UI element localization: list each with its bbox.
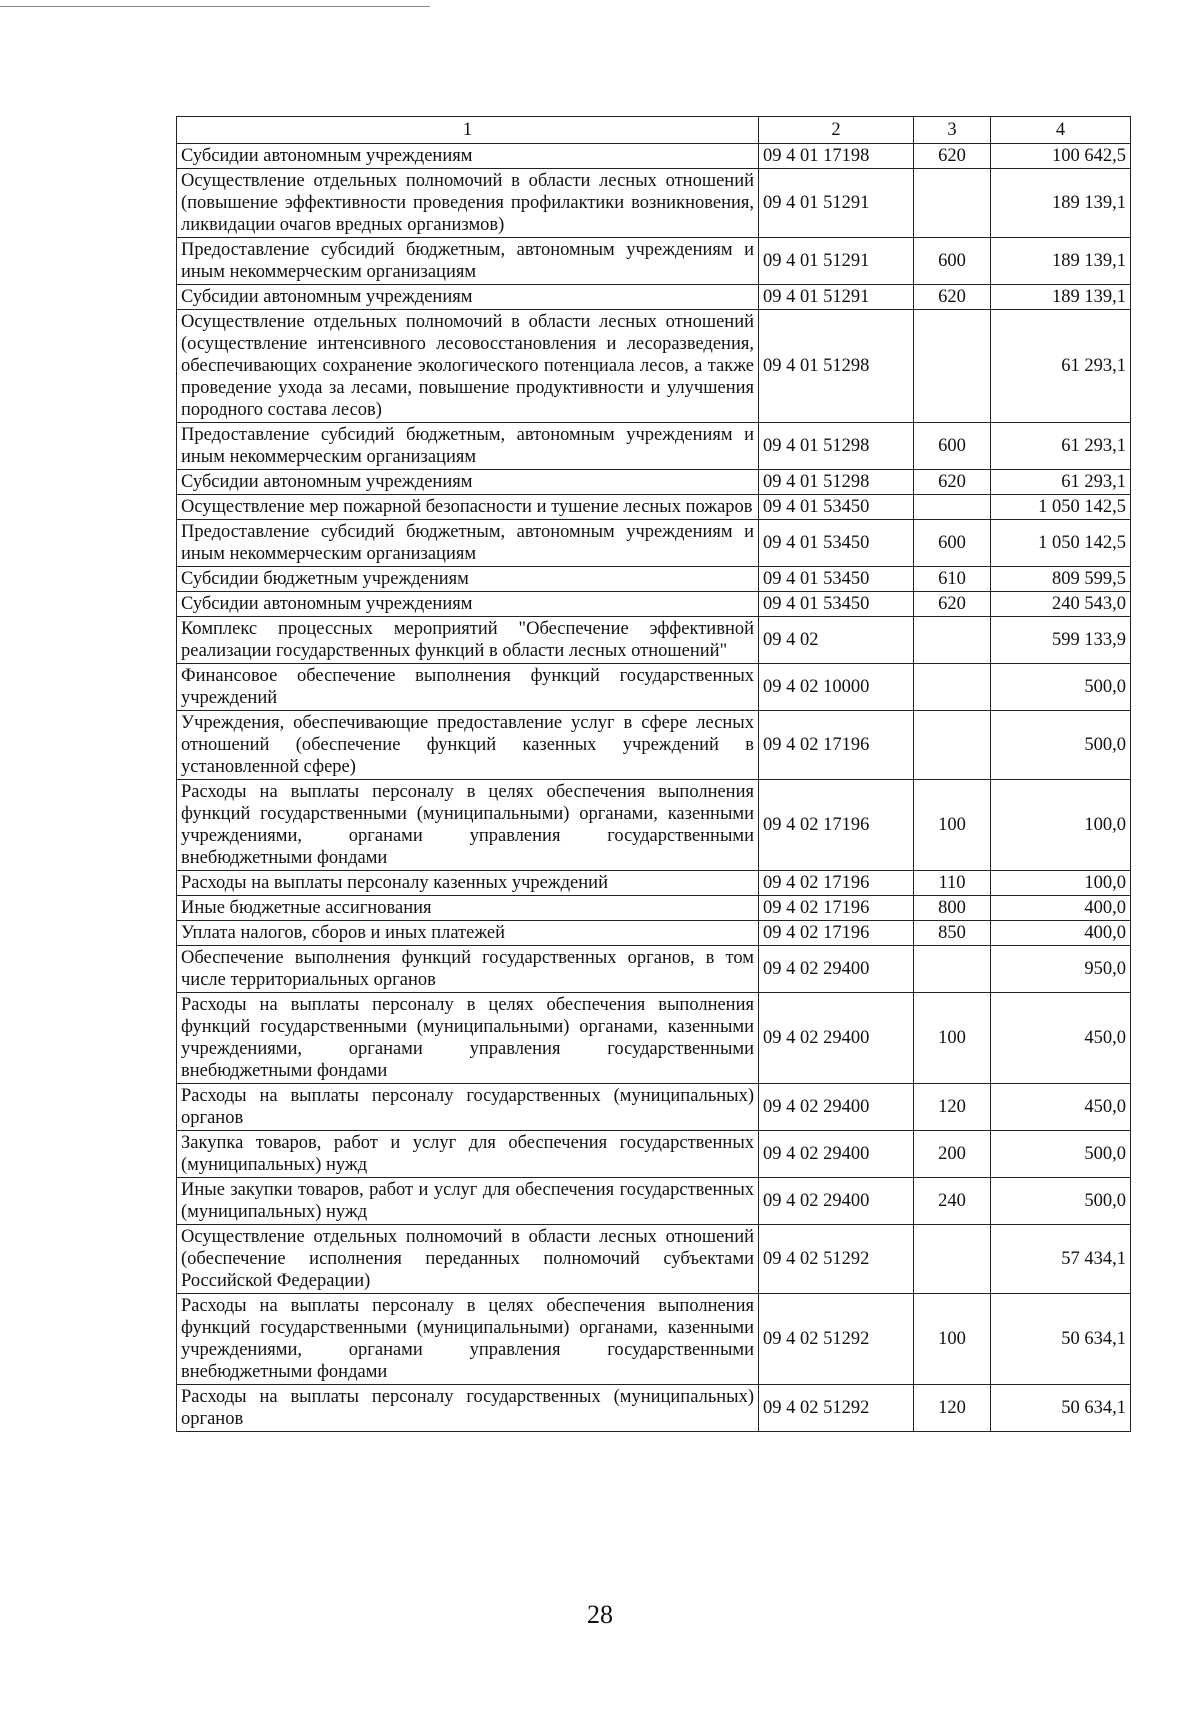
row-code: 09 4 02 29400: [759, 1178, 914, 1225]
table-row: [177, 993, 1131, 1084]
row-expense-type: 620: [914, 144, 991, 169]
row-amount: 61 293,1: [991, 470, 1131, 495]
row-code: 09 4 02 29400: [759, 1084, 914, 1131]
header-col-4: 4: [991, 117, 1131, 144]
budget-table: [176, 116, 1131, 1432]
row-amount: 189 139,1: [991, 169, 1131, 238]
row-expense-type: 110: [914, 871, 991, 896]
row-expense-type: 600: [914, 238, 991, 285]
row-amount: 50 634,1: [991, 1294, 1131, 1385]
row-code: 09 4 02 17196: [759, 711, 914, 780]
row-expense-type: 610: [914, 567, 991, 592]
table-row: [177, 1131, 1131, 1178]
row-expense-type: 620: [914, 470, 991, 495]
row-code: 09 4 02 17196: [759, 780, 914, 871]
row-name: Закупка товаров, работ и услуг для обеспечения государственных (муниципальных) нужд: [177, 1131, 759, 1178]
row-code: 09 4 01 17198: [759, 144, 914, 169]
row-amount: 500,0: [991, 1178, 1131, 1225]
row-expense-type: [914, 310, 991, 423]
row-expense-type: [914, 664, 991, 711]
row-code: 09 4 01 53450: [759, 592, 914, 617]
row-code: 09 4 01 51298: [759, 310, 914, 423]
row-name: Предоставление субсидий бюджетным, автономным учреждениям и иным некоммерческим организациям: [177, 423, 759, 470]
row-name: Субсидии автономным учреждениям: [177, 144, 759, 169]
row-name: Предоставление субсидий бюджетным, автономным учреждениям и иным некоммерческим организациям: [177, 520, 759, 567]
row-name: Расходы на выплаты персоналу в целях обеспечения выполнения функций государственными (муниципальными) органами, казенными учреждениями, органами управления государственными внебюджетными фондами: [177, 780, 759, 871]
row-expense-type: 620: [914, 592, 991, 617]
row-name: Уплата налогов, сборов и иных платежей: [177, 921, 759, 946]
row-expense-type: 120: [914, 1385, 991, 1432]
table-row: [177, 310, 1131, 423]
row-name: Иные закупки товаров, работ и услуг для обеспечения государственных (муниципальных) нужд: [177, 1178, 759, 1225]
table-row: [177, 711, 1131, 780]
table-row: [177, 169, 1131, 238]
row-code: 09 4 01 51291: [759, 169, 914, 238]
table-body: [177, 144, 1131, 1432]
row-code: 09 4 01 51298: [759, 423, 914, 470]
row-expense-type: 850: [914, 921, 991, 946]
row-code: 09 4 02 17196: [759, 871, 914, 896]
row-expense-type: [914, 711, 991, 780]
row-amount: 100 642,5: [991, 144, 1131, 169]
row-expense-type: 100: [914, 780, 991, 871]
table-row: [177, 592, 1131, 617]
row-name: Финансовое обеспечение выполнения функций государственных учреждений: [177, 664, 759, 711]
row-expense-type: [914, 169, 991, 238]
row-amount: 500,0: [991, 664, 1131, 711]
row-amount: 61 293,1: [991, 423, 1131, 470]
table-row: [177, 285, 1131, 310]
row-name: Субсидии автономным учреждениям: [177, 285, 759, 310]
row-name: Иные бюджетные ассигнования: [177, 896, 759, 921]
row-code: 09 4 01 53450: [759, 567, 914, 592]
table-row: [177, 617, 1131, 664]
table-row: [177, 520, 1131, 567]
row-expense-type: 240: [914, 1178, 991, 1225]
row-expense-type: 100: [914, 993, 991, 1084]
table-row: [177, 423, 1131, 470]
table-row: [177, 664, 1131, 711]
header-row: [177, 117, 1131, 144]
header-col-3: 3: [914, 117, 991, 144]
row-amount: 809 599,5: [991, 567, 1131, 592]
row-code: 09 4 02 51292: [759, 1294, 914, 1385]
table-row: [177, 1178, 1131, 1225]
row-expense-type: [914, 1225, 991, 1294]
row-amount: 1 050 142,5: [991, 520, 1131, 567]
row-name: Расходы на выплаты персоналу государственных (муниципальных) органов: [177, 1084, 759, 1131]
row-amount: 50 634,1: [991, 1385, 1131, 1432]
row-code: 09 4 02 17196: [759, 921, 914, 946]
row-amount: 500,0: [991, 711, 1131, 780]
row-amount: 450,0: [991, 1084, 1131, 1131]
row-code: 09 4 02 17196: [759, 896, 914, 921]
table-row: [177, 238, 1131, 285]
table-row: [177, 946, 1131, 993]
row-code: 09 4 02 10000: [759, 664, 914, 711]
table-row: [177, 144, 1131, 169]
row-name: Предоставление субсидий бюджетным, автономным учреждениям и иным некоммерческим организациям: [177, 238, 759, 285]
row-expense-type: 600: [914, 520, 991, 567]
row-amount: 61 293,1: [991, 310, 1131, 423]
row-expense-type: [914, 617, 991, 664]
row-expense-type: 100: [914, 1294, 991, 1385]
table-row: [177, 1294, 1131, 1385]
row-code: 09 4 02 29400: [759, 1131, 914, 1178]
row-amount: 400,0: [991, 896, 1131, 921]
row-amount: 500,0: [991, 1131, 1131, 1178]
table-row: [177, 780, 1131, 871]
row-amount: 400,0: [991, 921, 1131, 946]
row-code: 09 4 02 29400: [759, 946, 914, 993]
row-name: Расходы на выплаты персоналу в целях обеспечения выполнения функций государственными (муниципальными) органами, казенными учреждениями, органами управления государственными внебюджетными фондами: [177, 1294, 759, 1385]
row-expense-type: 620: [914, 285, 991, 310]
row-expense-type: 600: [914, 423, 991, 470]
row-amount: 100,0: [991, 780, 1131, 871]
row-expense-type: [914, 946, 991, 993]
row-name: Расходы на выплаты персоналу в целях обеспечения выполнения функций государственными (муниципальными) органами, казенными учреждениями, органами управления государственными внебюджетными фондами: [177, 993, 759, 1084]
row-name: Осуществление отдельных полномочий в области лесных отношений (повышение эффективности проведения профилактики возникновения, ликвидации очагов вредных организмов): [177, 169, 759, 238]
row-amount: 57 434,1: [991, 1225, 1131, 1294]
row-name: Комплекс процессных мероприятий "Обеспечение эффективной реализации государственных функций в области лесных отношений": [177, 617, 759, 664]
table-row: [177, 921, 1131, 946]
row-amount: 950,0: [991, 946, 1131, 993]
row-amount: 599 133,9: [991, 617, 1131, 664]
row-name: Учреждения, обеспечивающие предоставление услуг в сфере лесных отношений (обеспечение функций казенных учреждений в установленной сфере): [177, 711, 759, 780]
table-row: [177, 1084, 1131, 1131]
header-col-2: 2: [759, 117, 914, 144]
row-code: 09 4 02: [759, 617, 914, 664]
row-amount: 1 050 142,5: [991, 495, 1131, 520]
table-row: [177, 495, 1131, 520]
page-number: 28: [587, 1600, 613, 1629]
row-expense-type: 800: [914, 896, 991, 921]
header-col-1: 1: [177, 117, 759, 144]
row-name: Расходы на выплаты персоналу казенных учреждений: [177, 871, 759, 896]
row-amount: 189 139,1: [991, 238, 1131, 285]
row-expense-type: 120: [914, 1084, 991, 1131]
row-amount: 100,0: [991, 871, 1131, 896]
row-expense-type: 200: [914, 1131, 991, 1178]
row-amount: 189 139,1: [991, 285, 1131, 310]
row-name: Осуществление мер пожарной безопасности и тушение лесных пожаров: [177, 495, 759, 520]
row-name: Субсидии бюджетным учреждениям: [177, 567, 759, 592]
table-row: [177, 1225, 1131, 1294]
row-name: Субсидии автономным учреждениям: [177, 592, 759, 617]
row-code: 09 4 02 51292: [759, 1385, 914, 1432]
row-code: 09 4 01 53450: [759, 520, 914, 567]
row-code: 09 4 02 51292: [759, 1225, 914, 1294]
table-row: [177, 567, 1131, 592]
row-code: 09 4 01 51298: [759, 470, 914, 495]
table-row: [177, 871, 1131, 896]
row-code: 09 4 01 51291: [759, 238, 914, 285]
row-name: Субсидии автономным учреждениям: [177, 470, 759, 495]
row-code: 09 4 01 51291: [759, 285, 914, 310]
table-row: [177, 896, 1131, 921]
table-row: [177, 470, 1131, 495]
row-code: 09 4 01 53450: [759, 495, 914, 520]
row-amount: 240 543,0: [991, 592, 1131, 617]
row-name: Расходы на выплаты персоналу государственных (муниципальных) органов: [177, 1385, 759, 1432]
row-expense-type: [914, 495, 991, 520]
row-amount: 450,0: [991, 993, 1131, 1084]
row-name: Осуществление отдельных полномочий в области лесных отношений (осуществление интенсивного лесовосстановления и лесоразведения, обеспечивающих сохранение экологического потенциала лесов, а также проведение ухода за лесами, повышение продуктивности и улучшения породного состава лесов): [177, 310, 759, 423]
row-name: Осуществление отдельных полномочий в области лесных отношений (обеспечение исполнения переданных полномочий субъектами Российской Федерации): [177, 1225, 759, 1294]
row-name: Обеспечение выполнения функций государственных органов, в том числе территориальных органов: [177, 946, 759, 993]
row-code: 09 4 02 29400: [759, 993, 914, 1084]
table-row: [177, 1385, 1131, 1432]
scan-edge-line: [0, 6, 430, 7]
